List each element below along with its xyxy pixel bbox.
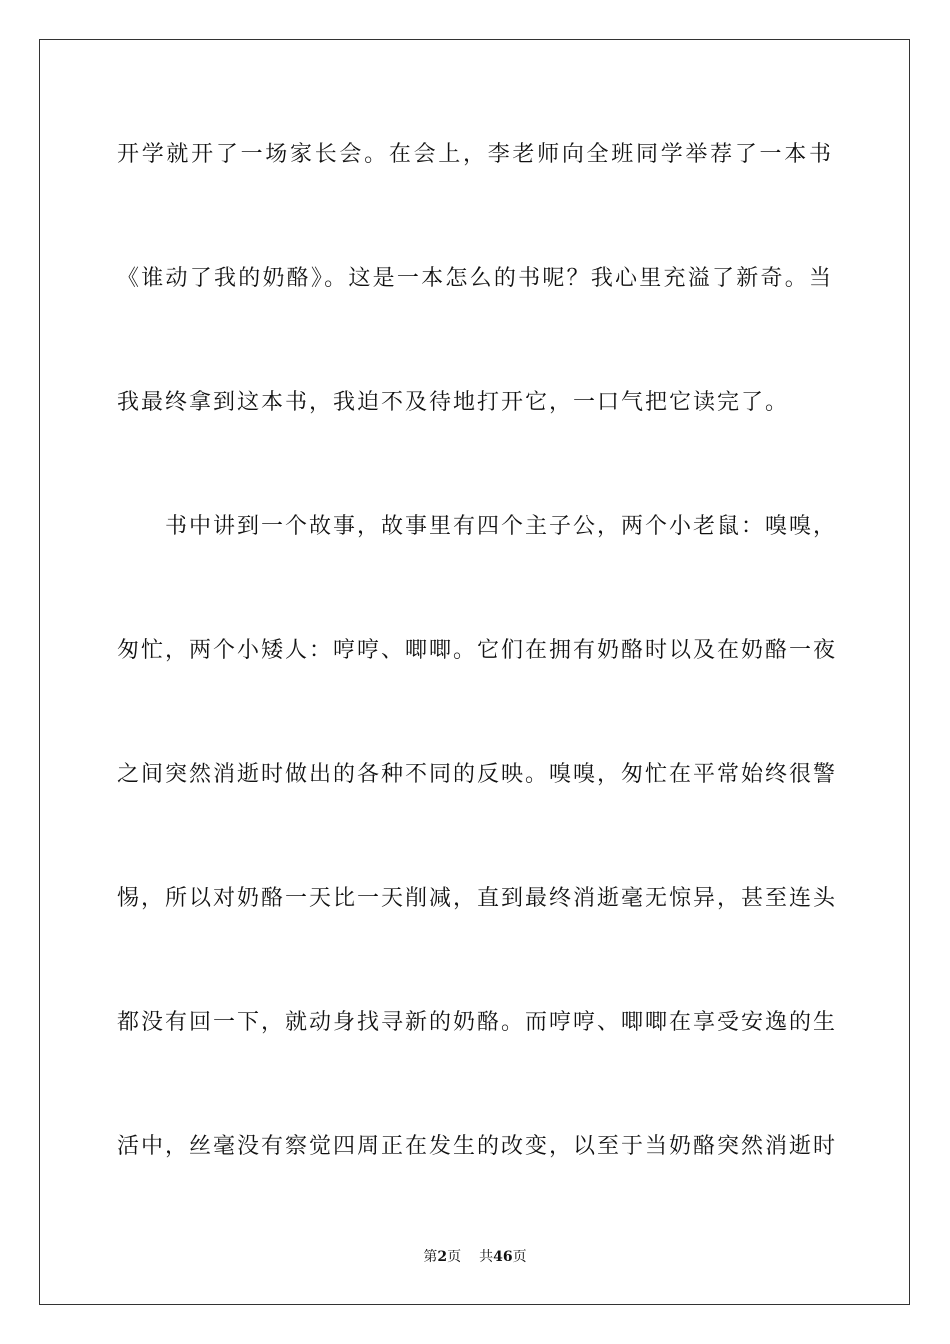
text-line: 书中讲到一个故事，故事里有四个主子公，两个小老鼠：嗅嗅， [165,514,838,539]
text-line: 都没有回一下，就动身找寻新的奶酪。而哼哼、唧唧在享受安逸的生 [117,1010,838,1035]
page-prefix: 第 [423,1249,438,1265]
text-line: 我最终拿到这本书，我迫不及待地打开它，一口气把它读完了。 [117,390,790,415]
page-number: 2 [437,1249,448,1265]
text-line: 之间突然消逝时做出的各种不同的反映。嗅嗅，匆忙在平常始终很警 [117,762,838,787]
total-pages: 46 [493,1249,513,1265]
total-prefix: 共 [479,1249,494,1265]
page-footer [0,1246,950,1266]
text-line: 开学就开了一场家长会。在会上，李老师向全班同学举荐了一本书 [117,142,833,167]
text-line: 惕，所以对奶酪一天比一天削减，直到最终消逝毫无惊异，甚至连头 [117,886,838,911]
total-suffix: 页 [512,1249,527,1265]
text-line: 《谁动了我的奶酪》。这是一本怎么的书呢？我心里充溢了新奇。当 [117,266,833,291]
body-text [117,124,838,1240]
text-line: 匆忙，两个小矮人：哼哼、唧唧。它们在拥有奶酪时以及在奶酪一夜 [117,638,838,663]
page-suffix: 页 [447,1249,462,1265]
text-line: 活中，丝毫没有察觉四周正在发生的改变，以至于当奶酪突然消逝时 [117,1134,838,1159]
